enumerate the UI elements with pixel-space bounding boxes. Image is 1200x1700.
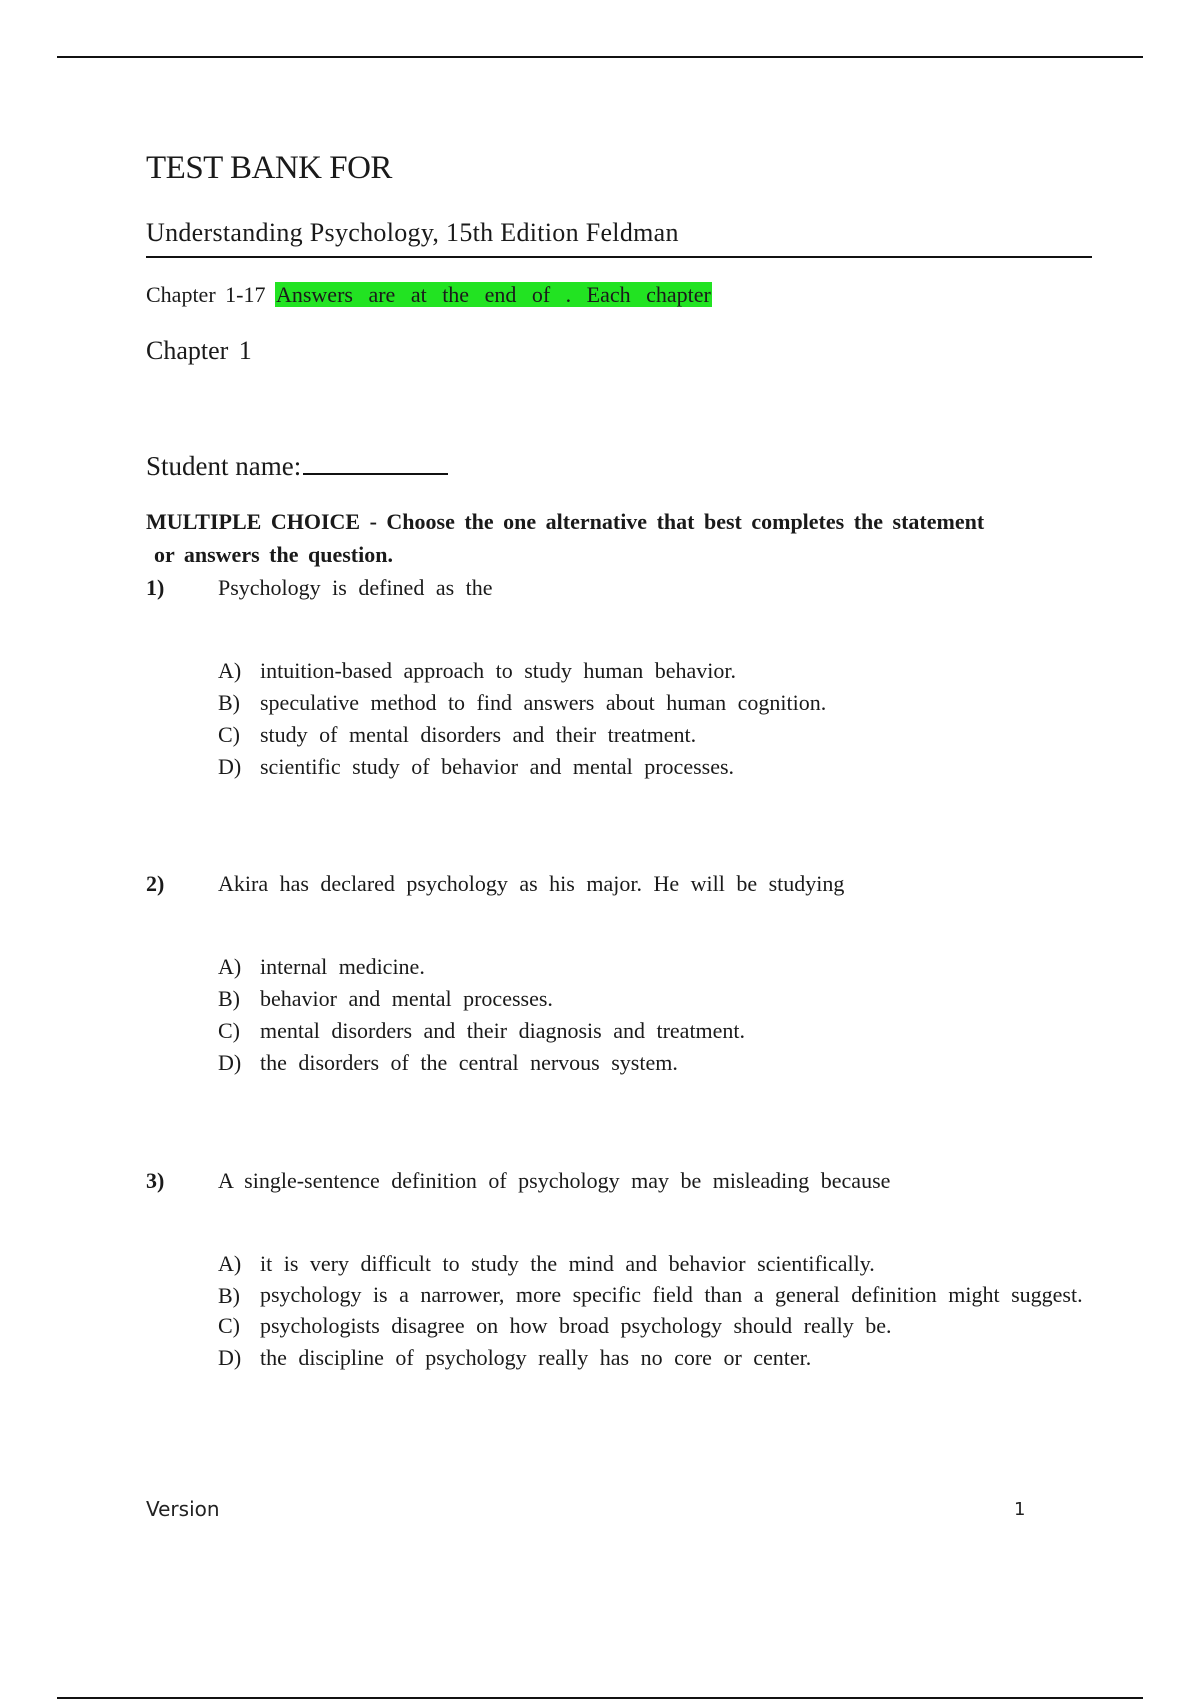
chapter-range: Chapter 1-17 [146, 282, 266, 307]
option-letter: B) [218, 986, 240, 1011]
multiple-choice-instructions [146, 505, 1084, 571]
instructions-line-1: MULTIPLE CHOICE - Choose the one alternative that best completes the statement [146, 509, 985, 534]
option-letter: A) [218, 1251, 242, 1276]
option-c [218, 1310, 1088, 1342]
option-text: it is very difficult to study the mind and behavior scientifically. [260, 1251, 875, 1276]
option-a [218, 951, 1088, 983]
option-c [218, 1015, 1088, 1047]
option-a [218, 1248, 1088, 1280]
document-title: TEST BANK FOR [146, 150, 392, 186]
option-letter: D) [218, 754, 242, 779]
question-number: 3) [146, 1168, 165, 1193]
top-rule [57, 56, 1143, 58]
option-text: the disorders of the central nervous system. [260, 1050, 678, 1075]
options-list [218, 655, 1088, 783]
option-b [218, 687, 1088, 719]
option-a [218, 655, 1088, 687]
chapter-range-line [146, 282, 712, 308]
page-number: 1 [1014, 1499, 1026, 1520]
option-letter: A) [218, 658, 242, 683]
chapter-heading: Chapter 1 [146, 336, 252, 365]
student-name-blank[interactable] [303, 472, 448, 475]
bottom-rule [57, 1697, 1143, 1699]
option-letter: C) [218, 722, 240, 747]
option-d [218, 1342, 1088, 1374]
question-stem: Psychology is defined as the [218, 575, 493, 600]
option-letter: D) [218, 1345, 242, 1370]
question-number: 2) [146, 871, 165, 896]
book-subtitle: Understanding Psychology, 15th Edition Feldman [146, 218, 679, 247]
option-text: speculative method to find answers about human cognition. [260, 690, 827, 715]
option-text: psychologists disagree on how broad psychology should really be. [260, 1313, 892, 1338]
option-letter: D) [218, 1050, 242, 1075]
option-letter: C) [218, 1018, 240, 1043]
option-d [218, 751, 1088, 783]
option-letter: A) [218, 954, 242, 979]
option-letter: B) [218, 690, 240, 715]
option-text: psychology is a narrower, more specific field than a general definition might suggest. [260, 1282, 1083, 1307]
option-text: scientific study of behavior and mental processes. [260, 754, 735, 779]
subtitle-block [146, 218, 1092, 258]
question-stem: A single-sentence definition of psychology may be misleading because [218, 1168, 891, 1193]
option-c [218, 719, 1088, 751]
student-name-label: Student name: [146, 451, 302, 481]
option-text: the discipline of psychology really has no core or center. [260, 1345, 812, 1370]
option-text: study of mental disorders and their treatment. [260, 722, 697, 747]
student-name-line [146, 451, 448, 482]
instructions-line-2: or answers the question. [154, 542, 393, 567]
option-text: mental disorders and their diagnosis and treatment. [260, 1018, 746, 1043]
option-text: intuition-based approach to study human behavior. [260, 658, 737, 683]
question-number: 1) [146, 575, 165, 600]
footer-version: Version [146, 1497, 220, 1521]
question-stem: Akira has declared psychology as his major. He will be studying [218, 871, 845, 896]
answers-note-highlight: Answers are at the end of . Each chapter [275, 282, 711, 307]
options-list [218, 951, 1088, 1079]
option-b [218, 983, 1088, 1015]
option-letter: B) [218, 1283, 240, 1308]
option-d [218, 1047, 1088, 1079]
option-letter: C) [218, 1313, 240, 1338]
option-b [218, 1280, 1088, 1310]
options-list [218, 1248, 1088, 1374]
option-text: internal medicine. [260, 954, 425, 979]
option-text: behavior and mental processes. [260, 986, 553, 1011]
